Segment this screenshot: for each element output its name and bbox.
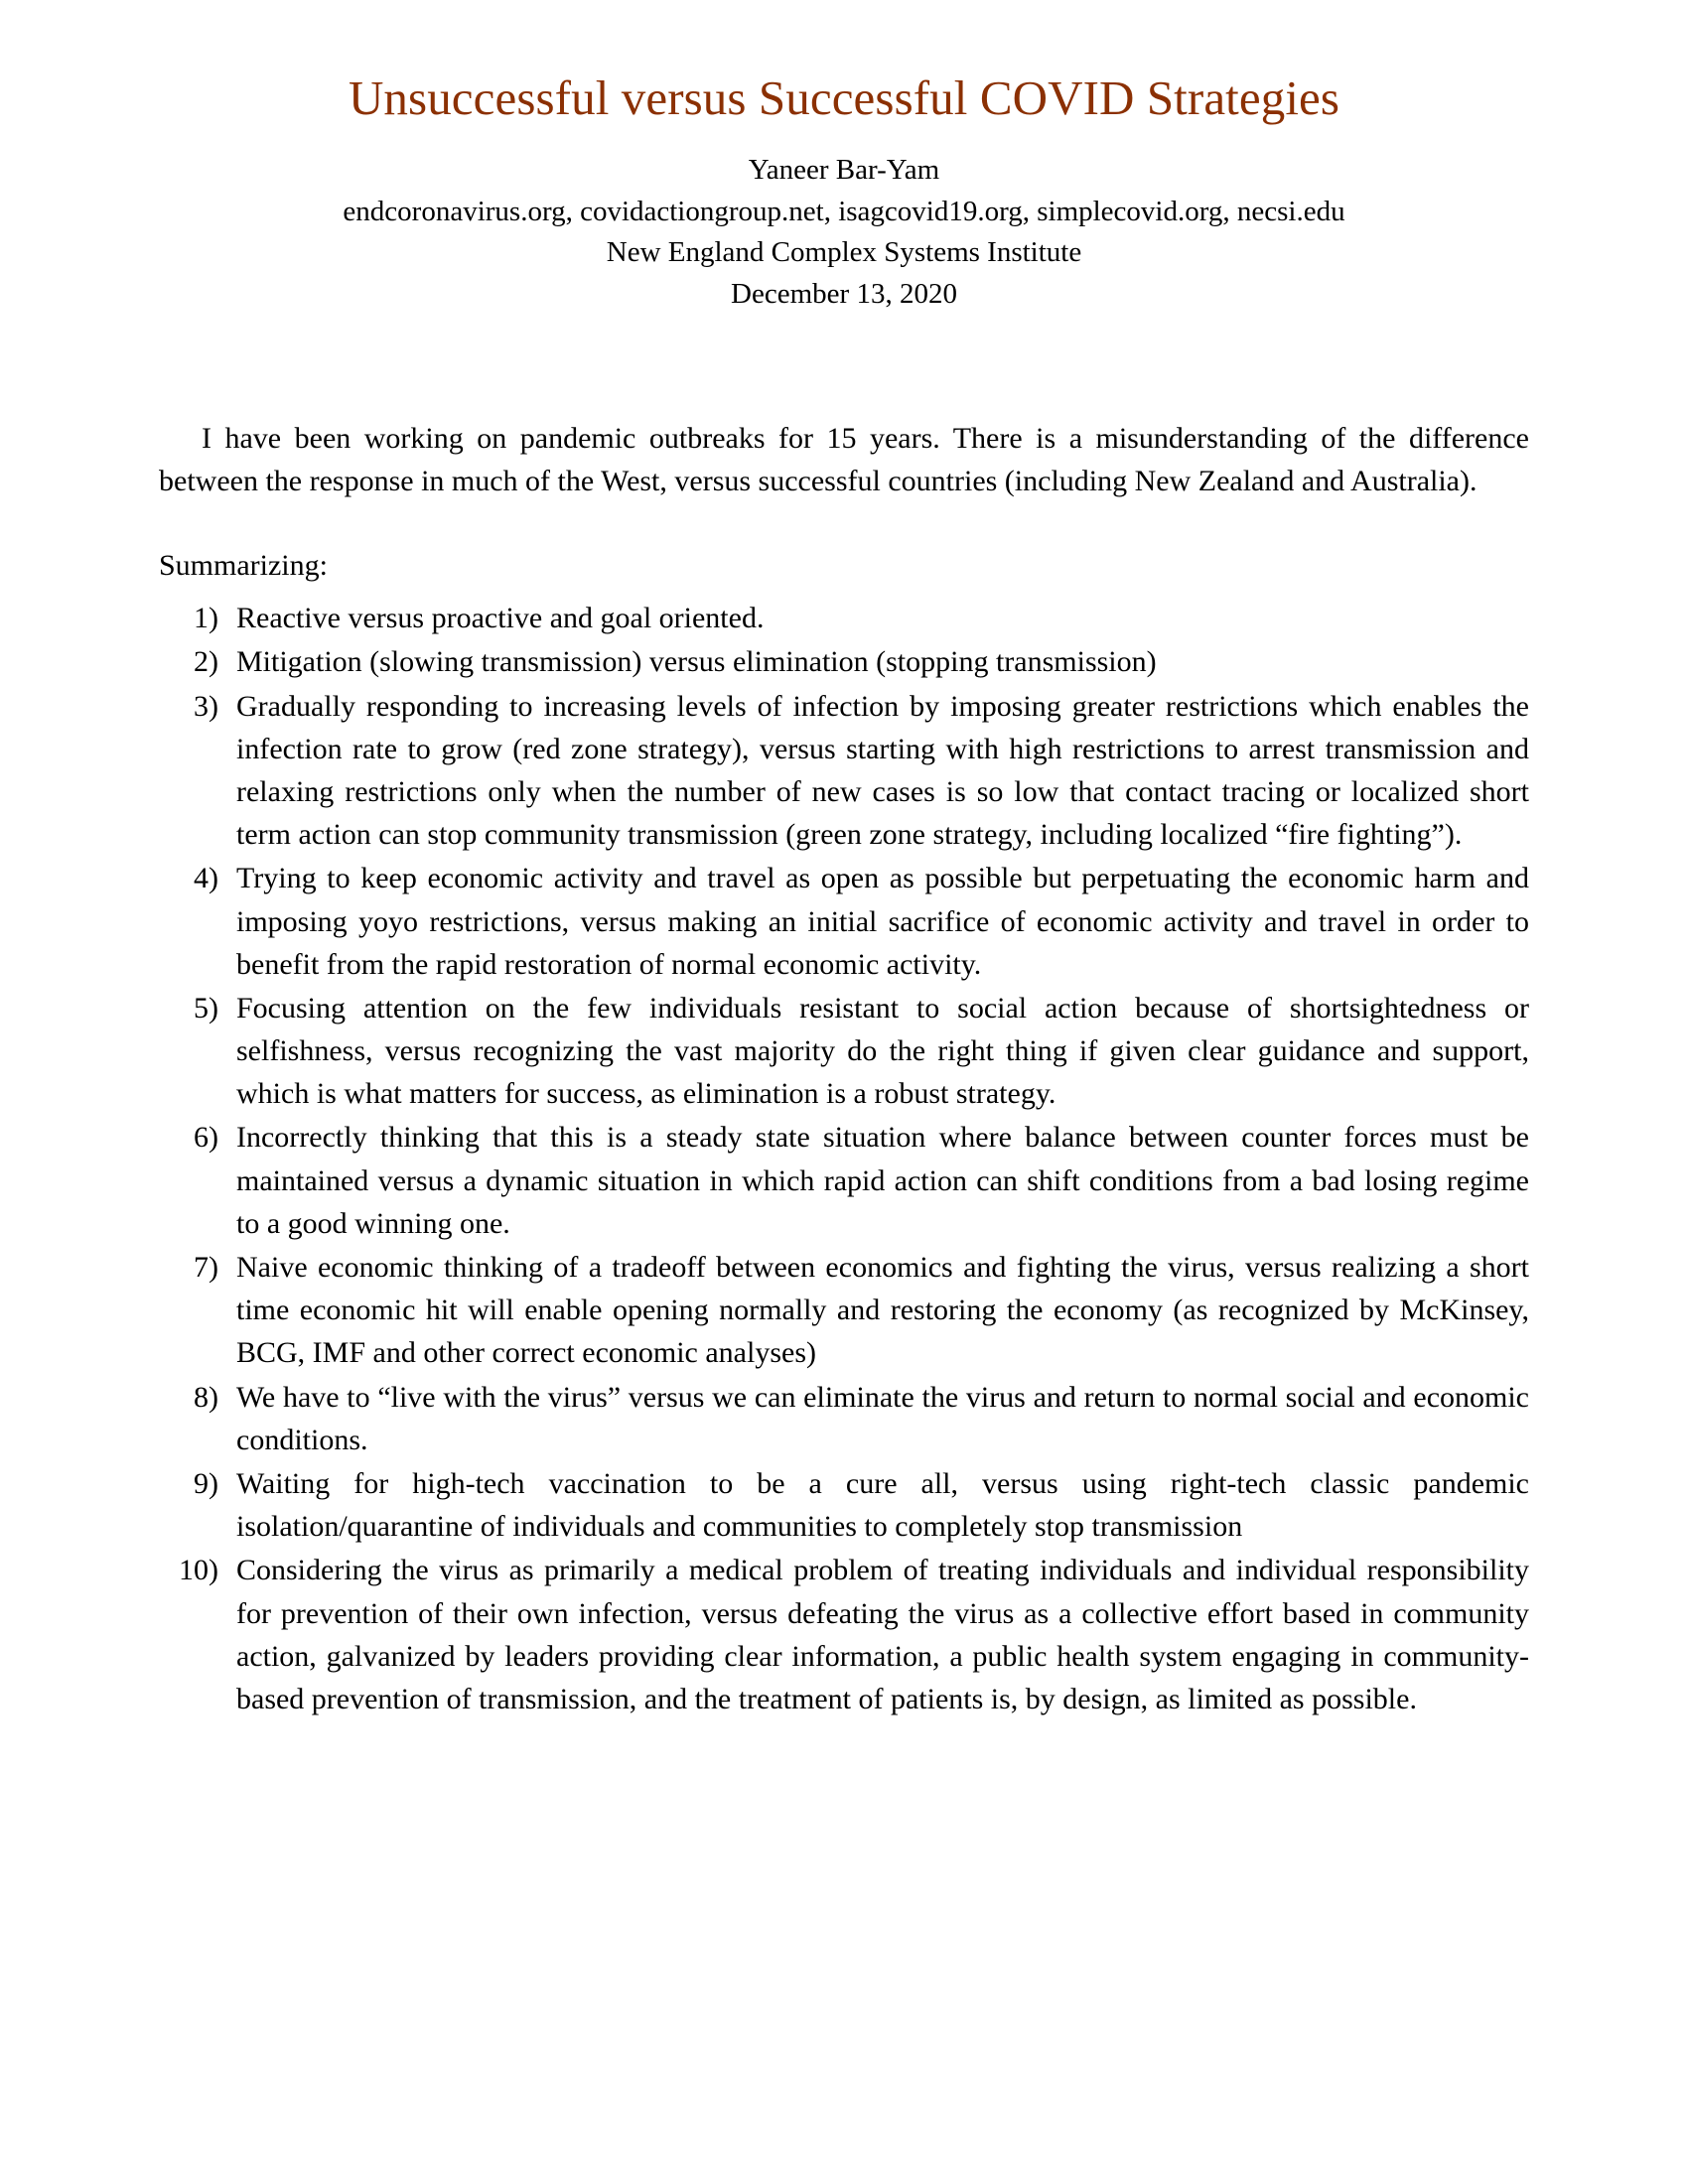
list-item-marker: 4) <box>194 862 218 895</box>
list-item-marker: 8) <box>194 1380 218 1414</box>
list-item-text: Naive economic thinking of a tradeoff between economics and fighting the virus, versus realizing a short time economic hit will enable opening normally and restoring the economy (as recognized by McKinsey, BCG, IMF and other correct economic analyses) <box>236 1251 1529 1370</box>
list-item <box>159 987 1529 1116</box>
list-item-marker: 7) <box>194 1251 218 1284</box>
list-item-marker: 2) <box>194 645 218 679</box>
strategy-list <box>159 597 1529 1720</box>
list-item-marker: 5) <box>194 991 218 1024</box>
affiliation-websites: endcoronavirus.org, covidactiongroup.net, isagcovid19.org, simplecovid.org, necsi.edu <box>343 195 1345 227</box>
list-item-text: Focusing attention on the few individuals resistant to social action because of shortsightedness or selfishness, versus recognizing the vast majority do the right thing if given clear guidance and support, which is what matters for success, as elimination is a robust strategy. <box>236 991 1529 1111</box>
list-item <box>159 1246 1529 1375</box>
list-item-marker: 6) <box>194 1121 218 1155</box>
author-name: Yaneer Bar-Yam <box>748 153 940 186</box>
list-item-text: Reactive versus proactive and goal oriented. <box>236 602 765 635</box>
list-item <box>159 1549 1529 1720</box>
summarizing-label: Summarizing: <box>159 549 328 582</box>
list-item <box>159 685 1529 857</box>
list-item-marker: 10) <box>179 1554 218 1587</box>
list-item <box>159 1376 1529 1461</box>
list-item-text: We have to “live with the virus” versus we can eliminate the virus and return to normal social and economic conditions. <box>236 1380 1529 1456</box>
list-item-marker: 9) <box>194 1466 218 1500</box>
document-body <box>159 417 1529 1720</box>
publication-date: December 13, 2020 <box>731 277 957 310</box>
list-item-text: Mitigation (slowing transmission) versus elimination (stopping transmission) <box>236 645 1157 679</box>
list-item <box>159 1462 1529 1548</box>
list-item-text: Considering the virus as primarily a medical problem of treating individuals and individual responsibility for prevention of their own infection, versus defeating the virus as a collective effort based in community action, galvanized by leaders providing clear information, a public health system engaging in community-based prevention of transmission, and the treatment of patients is, by design, as limited as possible. <box>236 1554 1529 1715</box>
list-item-text: Waiting for high-tech vaccination to be a cure all, versus using right-tech classic pandemic isolation/quarantine of individuals and communities to completely stop transmission <box>236 1466 1529 1544</box>
list-item-text: Gradually responding to increasing levels of infection by imposing greater restrictions which enables the infection rate to grow (red zone strategy), versus starting with high restrictions to arrest transmission and relaxing restrictions only when the number of new cases is so low that contact tracing or localized short term action can stop community transmission (green zone strategy, including localized “fire fighting”). <box>236 689 1529 852</box>
list-item <box>159 857 1529 986</box>
list-item-marker: 3) <box>194 689 218 723</box>
intro-paragraph: I have been working on pandemic outbreaks for 15 years. There is a misunderstanding of the difference between the response in much of the West, versus successful countries (including New Zealand and Australia). <box>159 421 1529 497</box>
list-item <box>159 640 1529 683</box>
list-item-text: Incorrectly thinking that this is a steady state situation where balance between counter forces must be maintained versus a dynamic situation in which rapid action can shift conditions from a bad losing regime to a good winning one. <box>236 1121 1529 1240</box>
list-item-text: Trying to keep economic activity and travel as open as possible but perpetuating the economic harm and imposing yoyo restrictions, versus making an initial sacrifice of economic activity and travel in order to benefit from the rapid restoration of normal economic activity. <box>236 862 1529 981</box>
title-block <box>159 71 1529 314</box>
affiliation-institute: New England Complex Systems Institute <box>606 236 1082 269</box>
page-title: Unsuccessful versus Successful COVID Strategies <box>348 70 1340 125</box>
list-item <box>159 1116 1529 1245</box>
list-item-marker: 1) <box>194 602 218 635</box>
list-item <box>159 597 1529 639</box>
